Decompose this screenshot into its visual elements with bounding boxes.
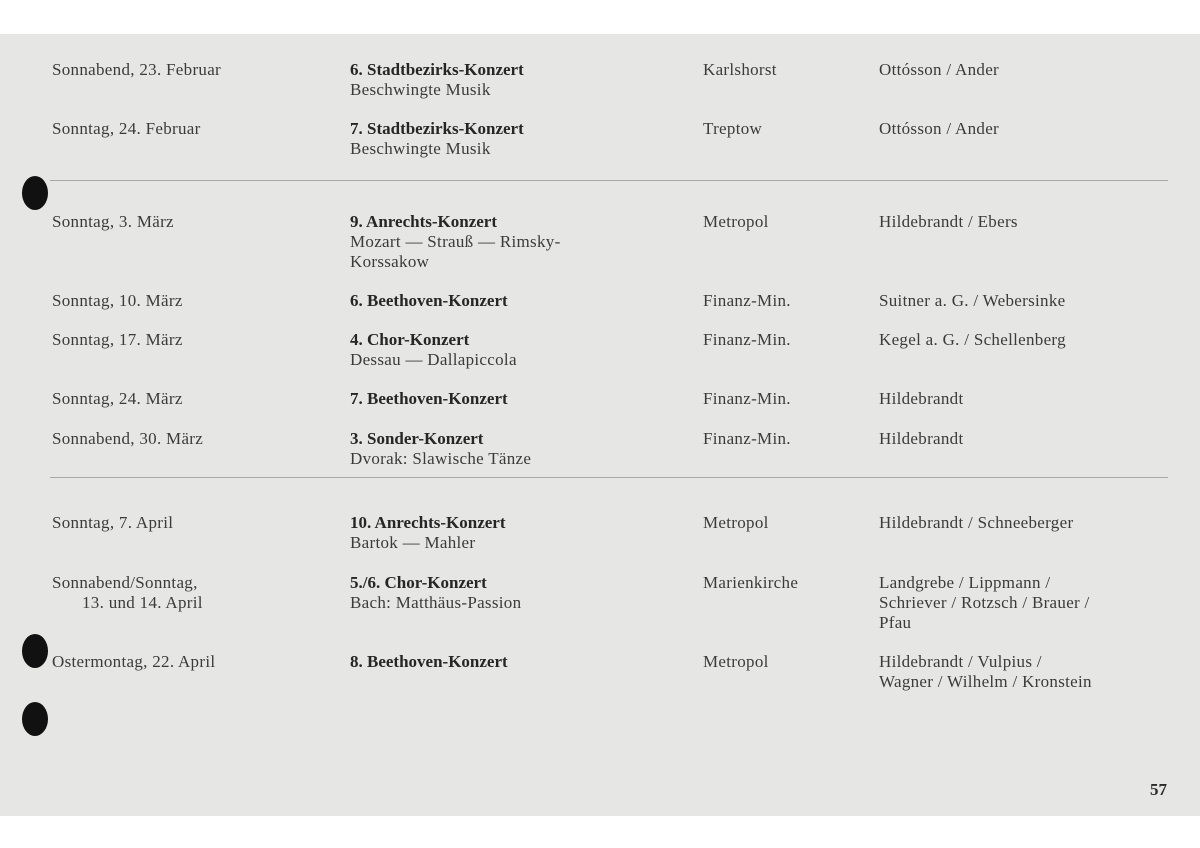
concert-program: Beschwingte Musik [350, 80, 491, 99]
concert-title-block [350, 60, 680, 100]
concert-conductors: Landgrebe / Lippmann / Schriever / Rotzsch / Brauer / Pfau [879, 573, 1090, 632]
concert-title-block [350, 429, 680, 469]
punch-hole [22, 634, 48, 668]
concert-conductors: Kegel a. G. / Schellenberg [879, 330, 1066, 349]
concert-venue: Finanz-Min. [703, 389, 791, 408]
concert-title-block [350, 119, 680, 159]
concert-conductors: Hildebrandt / Schneeberger [879, 513, 1074, 532]
concert-title-block [350, 513, 680, 553]
concert-date: Sonntag, 17. März [52, 330, 183, 349]
concert-title: 8. Beethoven-Konzert [350, 652, 508, 671]
concert-program: Beschwingte Musik [350, 139, 491, 158]
concert-conductors: Suitner a. G. / Webersinke [879, 291, 1066, 310]
concert-title-block [350, 652, 680, 672]
concert-title: 10. Anrechts-Konzert [350, 513, 506, 532]
concert-title: 4. Chor-Konzert [350, 330, 470, 349]
concert-date: Sonntag, 7. April [52, 513, 174, 532]
concert-title: 7. Stadtbezirks-Konzert [350, 119, 524, 138]
concert-title-block [350, 389, 680, 409]
concert-date: Sonntag, 24. März [52, 389, 183, 408]
concert-title-block [350, 291, 680, 311]
page-number: 57 [1150, 780, 1167, 799]
concert-date: Ostermontag, 22. April [52, 652, 216, 671]
concert-venue: Metropol [703, 513, 769, 532]
concert-date: Sonntag, 3. März [52, 212, 174, 231]
concert-program: Korssakow [350, 252, 430, 271]
program-page [0, 34, 1200, 816]
concert-venue: Finanz-Min. [703, 429, 791, 448]
concert-date: Sonnabend, 23. Februar [52, 60, 222, 79]
concert-date: Sonnabend/Sonntag, 13. und 14. April [52, 573, 203, 612]
concert-conductors: Ottósson / Ander [879, 119, 1000, 138]
concert-title-block [350, 330, 680, 370]
concert-venue: Karlshorst [703, 60, 777, 79]
concert-venue: Metropol [703, 212, 769, 231]
punch-hole [22, 702, 48, 736]
concert-title: 6. Beethoven-Konzert [350, 291, 508, 310]
concert-title: 7. Beethoven-Konzert [350, 389, 508, 408]
section-divider [50, 477, 1168, 478]
concert-title: 6. Stadtbezirks-Konzert [350, 60, 524, 79]
concert-title: 5./6. Chor-Konzert [350, 573, 487, 592]
concert-venue: Finanz-Min. [703, 291, 791, 310]
concert-conductors: Hildebrandt / Vulpius / Wagner / Wilhelm / Kronstein [879, 652, 1092, 691]
punch-hole [22, 176, 48, 210]
concert-date: Sonntag, 24. Februar [52, 119, 201, 138]
concert-title-block [350, 212, 680, 272]
concert-conductors: Hildebrandt [879, 389, 964, 408]
concert-program: Dvorak: Slawische Tänze [350, 449, 532, 468]
concert-program: Bach: Matthäus-Passion [350, 593, 522, 612]
concert-program: Mozart — Strauß — Rimsky- [350, 232, 561, 251]
concert-venue: Treptow [703, 119, 763, 138]
concert-venue: Finanz-Min. [703, 330, 791, 349]
concert-title: 9. Anrechts-Konzert [350, 212, 497, 231]
concert-venue: Metropol [703, 652, 769, 671]
concert-venue: Marienkirche [703, 573, 799, 592]
concert-program: Bartok — Mahler [350, 533, 476, 552]
concert-title: 3. Sonder-Konzert [350, 429, 484, 448]
concert-conductors: Hildebrandt [879, 429, 964, 448]
concert-conductors: Hildebrandt / Ebers [879, 212, 1018, 231]
section-divider [50, 180, 1168, 181]
concert-program: Dessau — Dallapiccola [350, 350, 517, 369]
concert-date: Sonnabend, 30. März [52, 429, 204, 448]
concert-date: Sonntag, 10. März [52, 291, 183, 310]
concert-title-block [350, 573, 680, 613]
concert-conductors: Ottósson / Ander [879, 60, 1000, 79]
